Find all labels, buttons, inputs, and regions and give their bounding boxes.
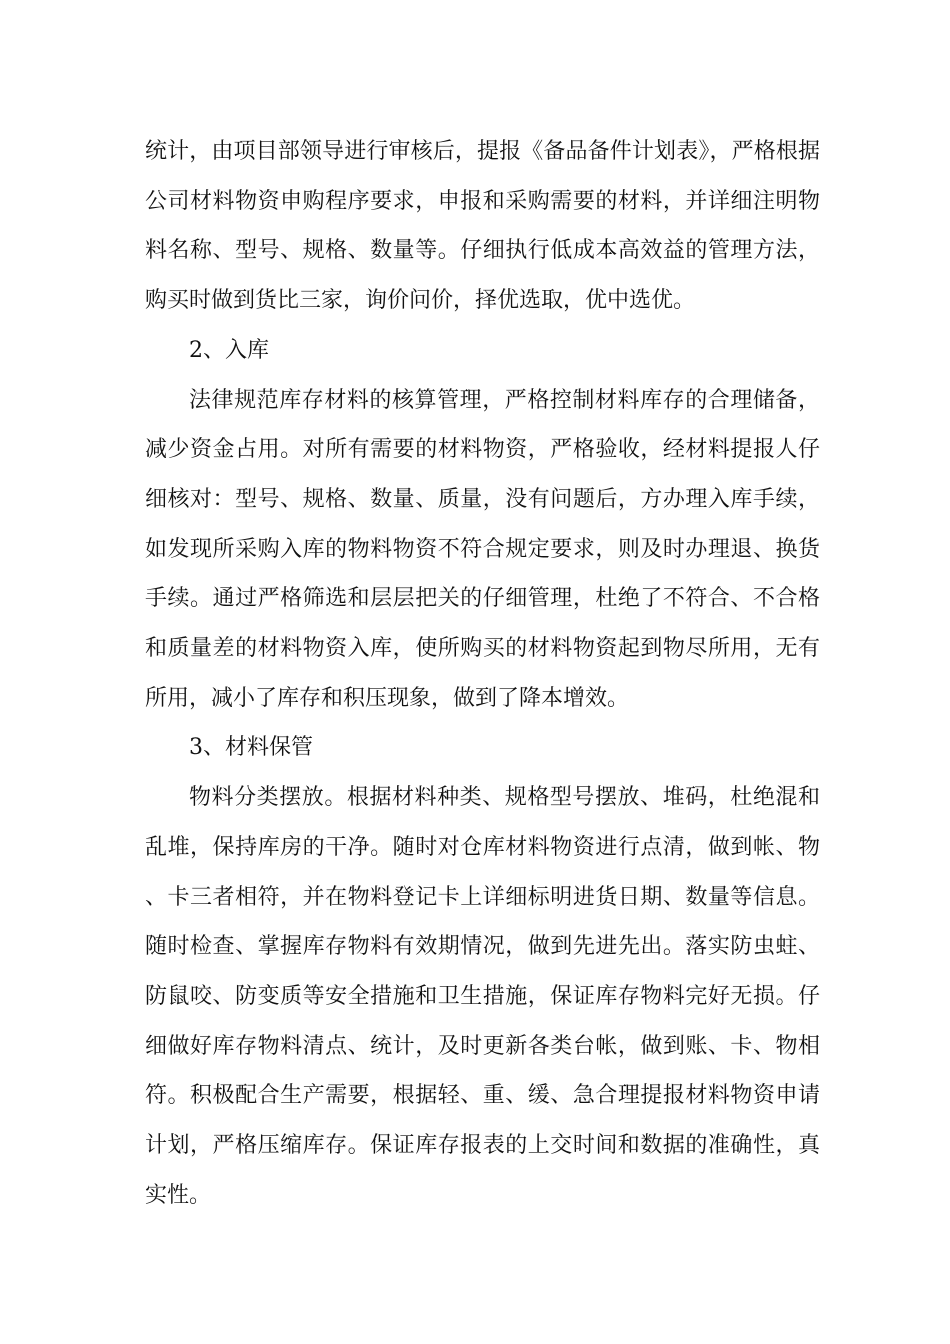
document-body: [145, 127, 820, 1220]
paragraph-material-storage: 物料分类摆放。根据材料种类、规格型号摆放、堆码，杜绝混和乱堆，保持库房的干净。随时对仓库材料物资进行点清，做到帐、物、卡三者相符，并在物料登记卡上详细标明进货日期、数量等信息。随时检查、掌握库存物料有效期情况，做到先进先出。落实防虫蛀、防鼠咬、防变质等安全措施和卫生措施，保证库存物料完好无损。仔细做好库存物料清点、统计，及时更新各类台帐，做到账、卡、物相符。积极配合生产需要，根据轻、重、缓、急合理提报材料物资申请计划，严格压缩库存。保证库存报表的上交时间和数据的准确性，真实性。: [145, 785, 820, 1208]
paragraph-procurement-continued: 统计，由项目部领导进行审核后，提报《备品备件计划表》，严格根据公司材料物资申购程序要求，申报和采购需要的材料，并详细注明物料名称、型号、规格、数量等。仔细执行低成本高效益的管理方法，购买时做到货比三家，询价问价，择优选取，优中选优。: [145, 139, 820, 314]
section-heading-warehousing: 2、入库: [189, 337, 269, 363]
section-heading-material-storage: 3、材料保管: [189, 735, 313, 761]
paragraph-warehousing: 法律规范库存材料的核算管理，严格控制材料库存的合理储备，减少资金占用。对所有需要的材料物资，严格验收，经材料提报人仔细核对：型号、规格、数量、质量，没有问题后，方办理入库手续，如发现所采购入库的物料物资不符合规定要求，则及时办理退、换货手续。通过严格筛选和层层把关的仔细管理，杜绝了不符合、不合格和质量差的材料物资入库，使所购买的材料物资起到物尽所用，无有所用，减小了库存和积压现象，做到了降本增效。: [145, 387, 820, 711]
